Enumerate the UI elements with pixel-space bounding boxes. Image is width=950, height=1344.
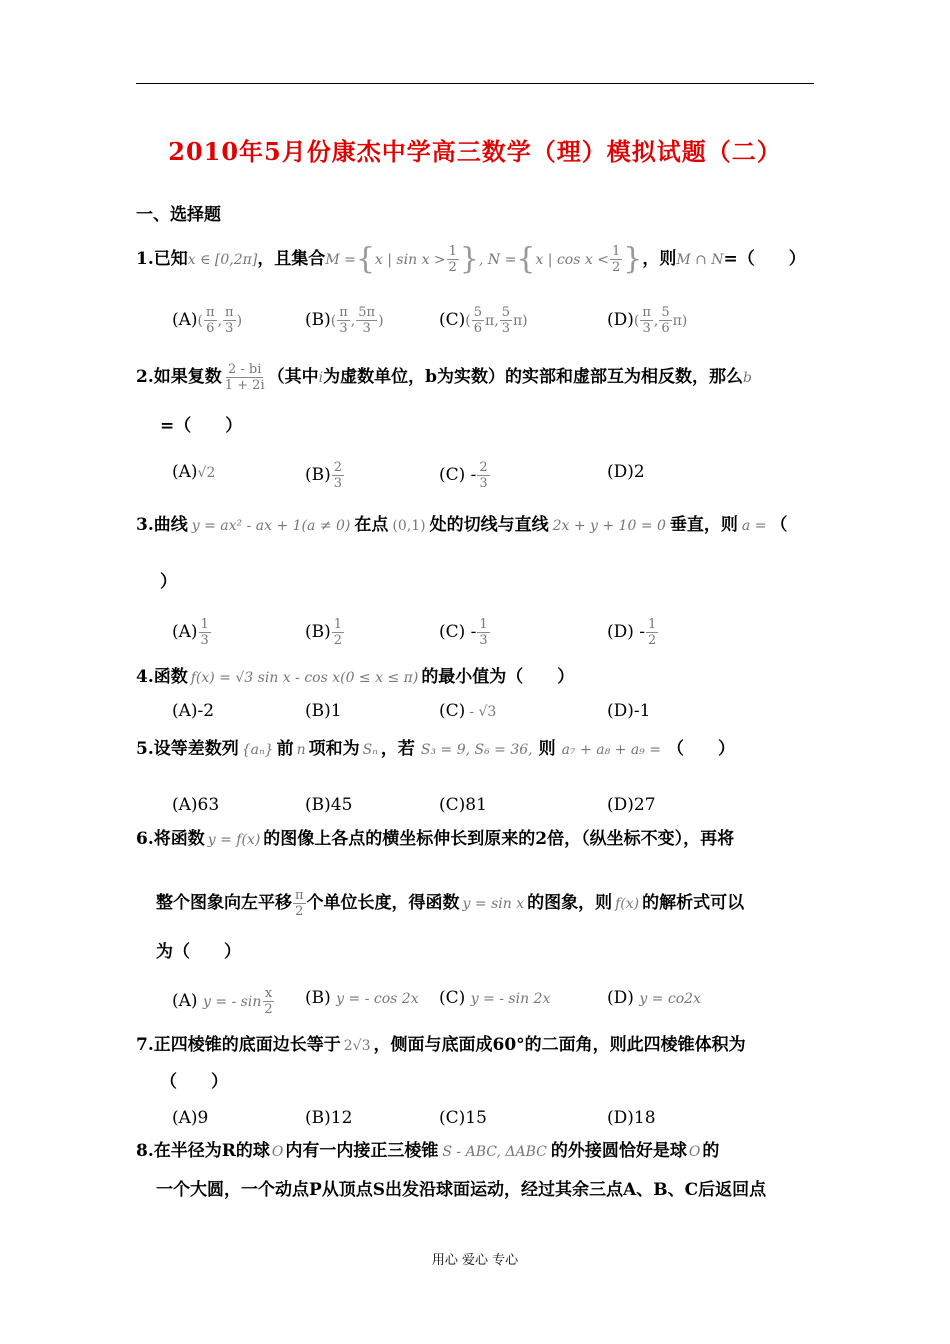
q7-option-b: (B)12 [305,1108,353,1128]
q2-option-d: (D)2 [607,462,645,482]
q5-option-d: (D)27 [607,795,656,815]
question-8: 8.在半径为R的球 O 内有一内接正三棱锥 S - ABC, ΔABC 的外接圆恰好是球 O 的 [136,1141,720,1161]
q3-option-c: (C) - $\frac{1}{3}$ [439,617,488,648]
q7-option-d: (D)18 [607,1108,656,1128]
question-6: 6.将函数 y = f(x) 的图像上各点的横坐标伸长到原来的2倍，（纵坐标不变），再将 [136,829,735,849]
q7-option-c: (C)15 [439,1108,487,1128]
question-3: 3.曲线 y = ax² - ax + 1(a ≠ 0) 在点 (0,1) 处的切线与直线 2x + y + 10 = 0 垂直，则 a = （ [136,515,788,535]
q7-option-a: (A)9 [172,1108,209,1128]
q4-option-a: (A)-2 [172,701,215,721]
q3-option-a: (A) $\frac{1}{3}$ [172,617,209,648]
q2-option-a: (A)√2 [172,462,216,482]
q1-option-d: (D)( $\frac{\pi}{3}$ , $\frac{5}{6}$ π) [607,305,688,336]
q2-option-c: (C) - $\frac{2}{3}$ [439,460,488,491]
q5-option-c: (C)81 [439,795,487,815]
q2-option-b: (B) $\frac{2}{3}$ [305,460,343,491]
q6-option-b: (B) y = - cos 2x [305,988,419,1008]
q5-option-a: (A)63 [172,795,220,815]
q1-option-c: (C)( $\frac{5}{6}$ π, $\frac{5}{3}$ π) [439,305,528,336]
question-5: 5.设等差数列 {aₙ} 前 n 项和为 Sₙ ，若 S₃ = 9, S₆ = 36, 则 a₇ + a₈ + a₉ = （ ） [136,739,735,759]
q5-option-b: (B)45 [305,795,353,815]
q4-option-c: (C) - √3 [439,701,497,721]
question-1: 1.已知x ∈ [0,2π]，且集合M ={x | sin x > $\frac{1}{2}$ }, N ={x | cos x < $\frac{1}{2}$ }，则M ∩ N=（ ） [136,241,806,277]
q6-option-a: (A) y = - sin $\frac{x}{2}$ [172,986,273,1017]
q6-option-d: (D) y = co2x [607,988,701,1008]
question-3-cont: ） [160,572,177,592]
question-6-line2: 整个图象向左平移 $\frac{\pi}{2}$ 个单位长度，得函数 y = sin x 的图象，则 f(x) 的解析式可以 [156,888,745,919]
q4-option-b: (B)1 [305,701,342,721]
q1-option-a: (A)( $\frac{\pi}{6}$ , $\frac{\pi}{3}$ ) [172,305,243,336]
question-8-line2: 一个大圆，一个动点P从顶点S出发沿球面运动，经过其余三点A、B、C后返回点 [156,1180,767,1200]
q1-option-b: (B)( $\frac{\pi}{3}$ , $\frac{5\pi}{3}$ ) [305,305,384,336]
q3-option-d: (D) - $\frac{1}{2}$ [607,617,657,648]
page-title: 2010年5月份康杰中学高三数学（理）模拟试题（二） [168,137,782,166]
question-4: 4.函数 f(x) = √3 sin x - cos x(0 ≤ x ≤ π) 的最小值为（ ） [136,667,575,687]
question-2-cont: =（ ） [160,416,243,436]
section-heading: 一、选择题 [136,205,221,225]
question-6-line3: 为（ ） [156,942,241,962]
question-7: 7.正四棱锥的底面边长等于 2√3 ，侧面与底面成60°的二面角，则此四棱锥体积为 [136,1035,746,1055]
q4-option-d: (D)-1 [607,701,651,721]
page-footer: 用心 爱心 专心 [431,1253,519,1268]
q3-option-b: (B) $\frac{1}{2}$ [305,617,343,648]
q6-option-c: (C) y = - sin 2x [439,988,551,1008]
question-2: 2.如果复数 $\frac{2 - bi}{1 + 2i}$ （其中i为虚数单位，b为实数）的实部和虚部互为相反数，那么b [136,362,752,393]
header-rule [136,83,814,84]
question-7-cont: （ ） [160,1072,228,1092]
